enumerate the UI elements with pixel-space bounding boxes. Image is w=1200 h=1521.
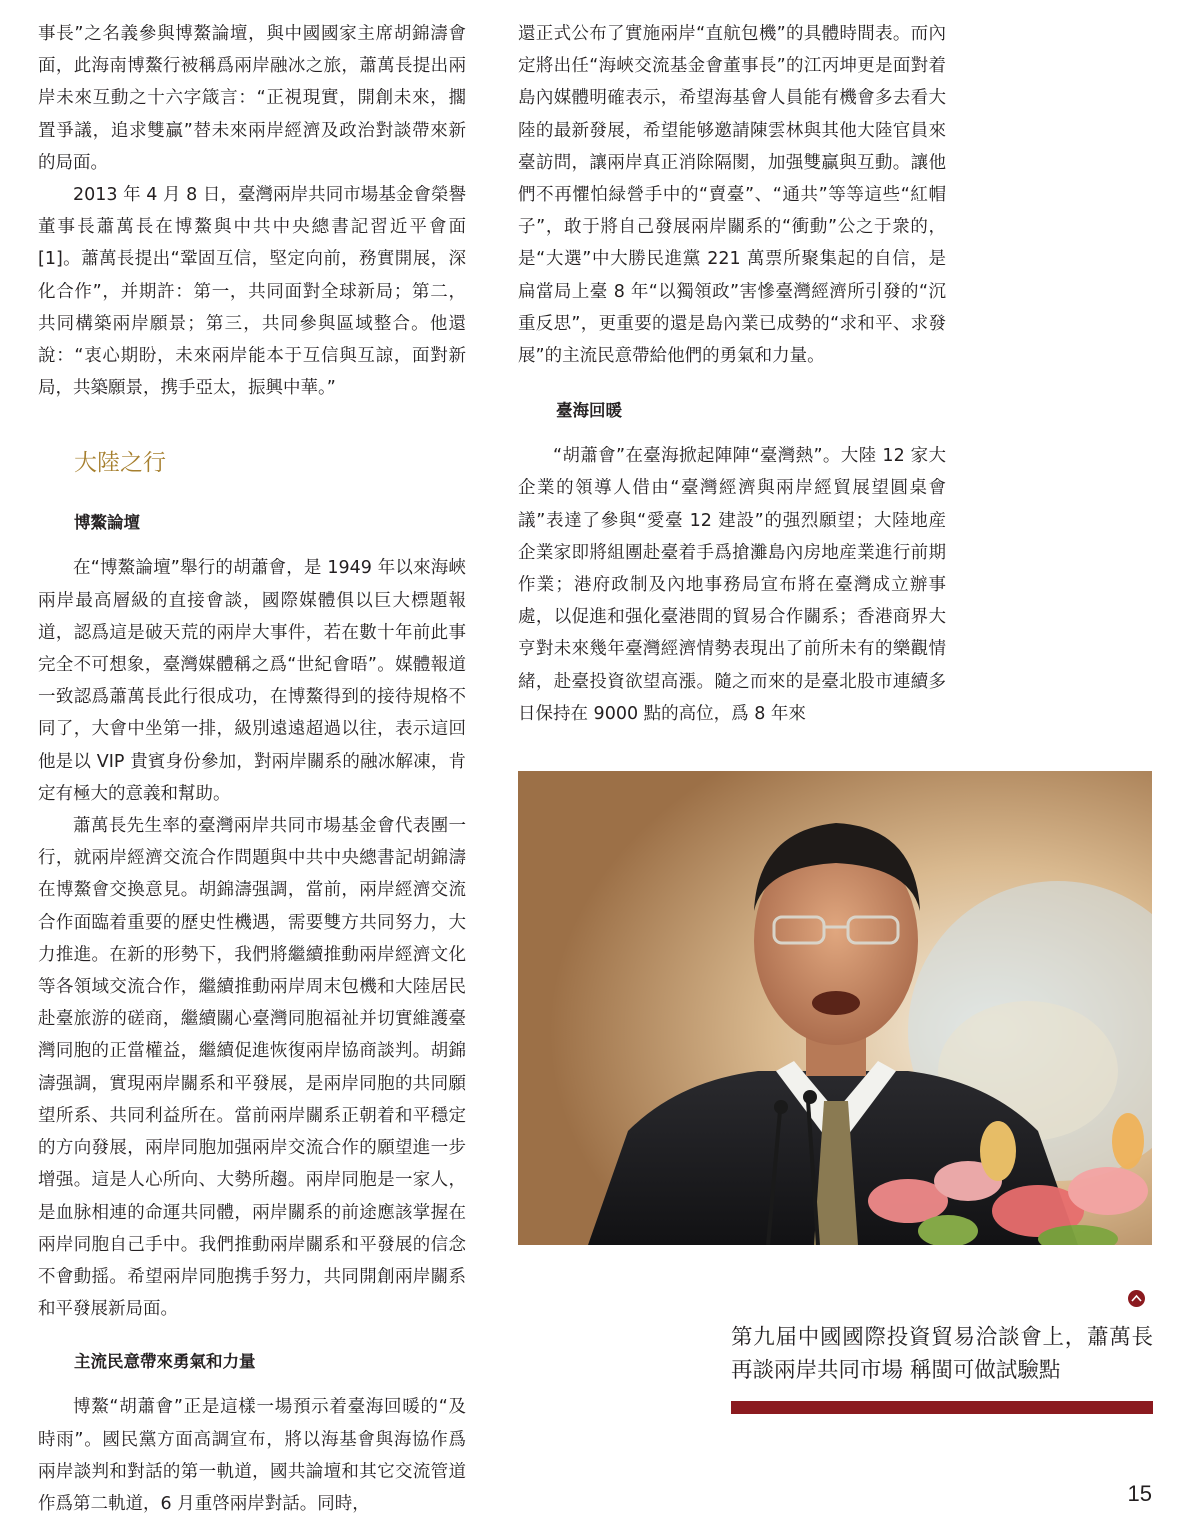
subheading-mainstream-opinion: 主流民意帶來勇氣和力量 [74, 1352, 256, 1372]
caption-accent-bar [731, 1401, 1153, 1414]
continued-paragraph: 還正式公布了實施兩岸“直航包機”的具體時間表。而內定將出任“海峽交流基金會董事長”的江丙坤更是面對着島內媒體明確表示，希望海基會人員能有機會多去看大陸的最新發展，希望能够邀請陳雲林與其他大陸官員來臺訪問，讓兩岸真正消除隔閡，加强雙贏與互動。讓他們不再懼怕緑營手中的“賣臺”、“通共”等等這些“紅帽子”，敢于將自己發展兩岸關系的“衝動”公之于衆的，是“大選”中大勝民進黨 221 萬票所聚集起的自信，是扁當局上臺 8 年“以獨領政”害慘臺灣經濟所引發的“沉重反思”，更重要的還是島內業已成勢的“求和平、求發展”的主流民意帶給他們的勇氣和力量。 [518, 24, 946, 367]
speaker-photo [518, 771, 1152, 1245]
caption-chevron-up-icon [1128, 1290, 1145, 1307]
left-column [38, 18, 466, 1520]
boao-paragraph-2: 蕭萬長先生率的臺灣兩岸共同市場基金會代表團一行，就兩岸經濟交流合作問題與中共中央總書記胡錦濤在博鰲會交換意見。胡錦濤强調，當前，兩岸經濟交流合作面臨着重要的歷史性機遇，需要雙方共同努力，大力推進。在新的形勢下，我們將繼續推動兩岸經濟文化等各領域交流合作，繼續推動兩岸周末包機和大陸居民赴臺旅游的磋商，繼續關心臺灣同胞福祉并切實維護臺灣同胞的正當權益，繼續促進恢復兩岸協商談判。胡錦濤强調，實現兩岸關系和平發展，是兩岸同胞的共同願望所系、共同利益所在。當前兩岸關系正朝着和平穩定的方向發展，兩岸同胞加强兩岸交流合作的願望進一步增强。這是人心所向、大勢所趨。兩岸同胞是一家人，是血脉相連的命運共同體，兩岸關系的前途應該掌握在兩岸同胞自己手中。我們推動兩岸關系和平發展的信念不會動摇。希望兩岸同胞携手努力，共同開創兩岸關系和平發展新局面。 [38, 816, 466, 1320]
mainstream-paragraph: 博鰲“胡蕭會”正是這樣一場預示着臺海回暖的“及時雨”。國民黨方面高調宣布，將以海基會與海協作爲兩岸談判和對話的第一軌道，國共論壇和其它交流管道作爲第二軌道，6 月重啓兩岸對話。同時， [38, 1397, 466, 1514]
subheading-taihai-warming: 臺海回暖 [556, 401, 622, 421]
page-number: 15 [1127, 1481, 1152, 1506]
subheading-boao-forum: 博鰲論壇 [74, 513, 140, 533]
boao-paragraph-1: 在“博鰲論壇”舉行的胡蕭會，是 1949 年以來海峽兩岸最高層級的直接會談，國際媒體俱以巨大標題報道，認爲這是破天荒的兩岸大事件，若在數十年前此事完全不可想象，臺灣媒體稱之爲“世紀會晤”。媒體報道一致認爲蕭萬長此行很成功，在博鰲得到的接待規格不同了，大會中坐第一排，級別遠遠超過以往，表示這回他是以 VIP 貴賓身份參加，對兩岸關系的融冰解凍，肯定有極大的意義和幫助。 [38, 558, 466, 804]
paragraph-2013-meeting: 2013 年 4 月 8 日，臺灣兩岸共同市場基金會榮譽董事長蕭萬長在博鰲與中共中央總書記習近平會面 [1]。蕭萬長提出“鞏固互信，堅定向前，務實開展，深化合作”，并期許：第一，共同面對全球新局；第二，共同構築兩岸願景；第三，共同參與區域整合。他還說：“衷心期盼，未來兩岸能本于互信與互諒，面對新局，共築願景，携手亞太，振興中華。” [38, 185, 466, 399]
taihai-paragraph: “胡蕭會”在臺海掀起陣陣“臺灣熱”。大陸 12 家大企業的領導人借由“臺灣經濟與兩岸經貿展望圓桌會議”表達了參與“愛臺 12 建設”的强烈願望；大陸地産企業家即將組團赴臺着手爲搶灘島內房地産業進行前期作業；港府政制及內地事務局宣布將在臺灣成立辦事處，以促進和强化臺港間的貿易合作關系；香港商界大亨對未來幾年臺灣經濟情勢表現出了前所未有的樂觀情緒，赴臺投資欲望高漲。隨之而來的是臺北股市連續多日保持在 9000 點的高位，爲 8 年來 [518, 446, 946, 724]
section-title: 大陸之行 [74, 450, 166, 477]
intro-paragraph: 事長”之名義參與博鰲論壇，與中國國家主席胡錦濤會面，此海南博鰲行被稱爲兩岸融冰之旅，蕭萬長提出兩岸未來互動之十六字箴言：“正視現實，開創未來，擱置爭議，追求雙贏”替未來兩岸經濟及政治對談帶來新的局面。 [38, 24, 466, 173]
right-column [518, 18, 946, 730]
figure-caption: 第九届中國國際投資貿易洽談會上，蕭萬長再談兩岸共同市場 稱閩可做試驗點 [731, 1325, 1153, 1383]
